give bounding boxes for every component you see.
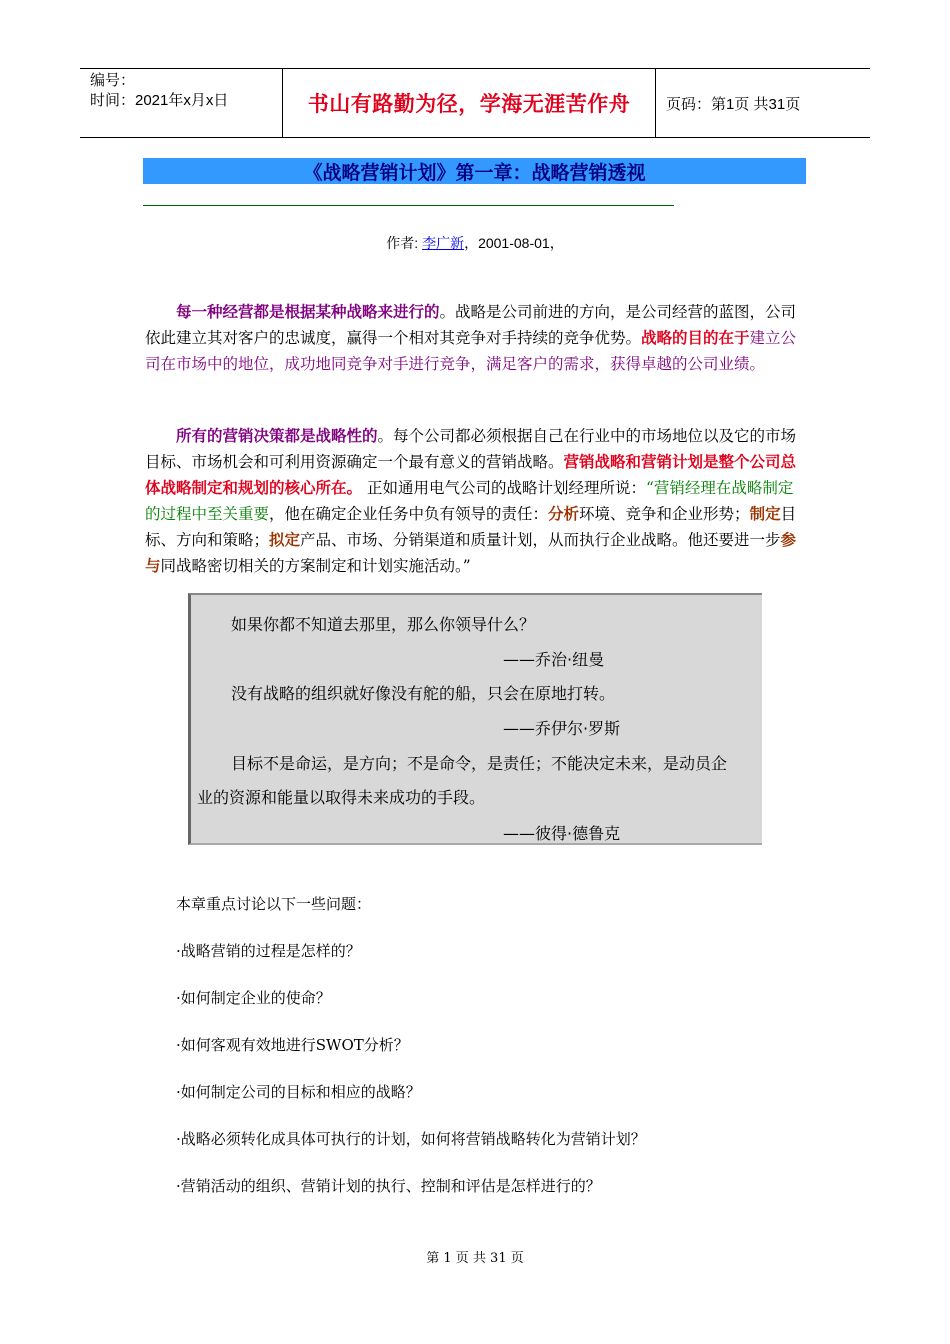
para2-draft: 拟定	[269, 530, 301, 549]
question-item: ·如何制定公司的目标和相应的战略？	[176, 1083, 421, 1101]
para1-highlight: 战略的目的在于	[641, 328, 750, 347]
para2-quote-body: ，他在确定企业任务中负有领导的责任：	[269, 505, 549, 523]
para2-formulate: 制定	[749, 504, 781, 523]
para1-body: 。战略是公司前进的方向，是公司经营的蓝图，公司依此建立其对客户的忠诚度，赢得一个相对其竞争对手持续的竞争优势。	[145, 303, 797, 347]
paragraph-2	[145, 423, 805, 579]
question-item: ·如何制定企业的使命？	[176, 989, 331, 1007]
quote-2-author: ——乔伊尔·罗斯	[503, 719, 621, 738]
header-page-cell	[656, 69, 870, 137]
para2-products: 产品、市场、分销渠道和质量计划，从而执行企业战略。他还要进一步	[300, 531, 781, 549]
header-meta-cell	[80, 69, 282, 137]
author-link[interactable]: 李广新	[422, 236, 465, 252]
motto: 书山有路勤为径，学海无涯苦作舟	[307, 91, 631, 116]
title-divider	[143, 205, 674, 206]
quote-2: 没有战略的组织就好像没有舵的船，只会在原地打转。	[231, 684, 616, 703]
quote-1-author: ——乔治·纽曼	[503, 650, 605, 669]
para2-body: 。每个公司都必须根据自己在行业中的市场地位以及它的市场目标、市场机会和可利用资源确定一个最有意义的营销战略。	[145, 427, 797, 471]
question-item: ·营销活动的组织、营销计划的执行、控制和评估是怎样进行的？	[176, 1177, 601, 1195]
para2-analyze: 分析	[548, 504, 580, 523]
author-prefix: 作者:	[386, 235, 423, 251]
para2-env: 环境、竞争和企业形势；	[579, 505, 750, 523]
para2-highlight: 营销战略和营销计划是整个公司总体战略制定和规划的核心所在。	[145, 452, 797, 497]
document-header	[80, 68, 870, 138]
para2-participate: 参与	[145, 530, 797, 575]
author-date: ，2001-08-01，	[464, 235, 564, 251]
page-title: 《战略营销计划》第一章：战略营销透视	[303, 161, 646, 184]
chapter-intro: 本章重点讨论以下一些问题：	[176, 895, 372, 913]
quote-1: 如果你都不知道去那里，那么你领导什么？	[231, 615, 536, 634]
title-bar	[143, 158, 806, 184]
page-info: 页码：第1页 共31页	[666, 95, 801, 113]
para2-end: 同战略密切相关的方案制定和计划实施活动。”	[160, 557, 471, 575]
number-label: 编号：	[90, 72, 136, 89]
question-item: ·战略必须转化成具体可执行的计划，如何将营销战略转化为营销计划？	[176, 1130, 646, 1148]
question-item: ·如何客观有效地进行SWOT分析？	[176, 1036, 409, 1054]
header-motto-cell	[282, 69, 656, 137]
question-item: ·战略营销的过程是怎样的？	[176, 942, 361, 960]
para1-tail: 建立公司在市场中的地位，成功地同竞争对手进行竞争，满足客户的需求，获得卓越的公司业绩。	[145, 329, 797, 373]
quote-3-line-2: 业的资源和能量以取得未来成功的手段。	[197, 788, 486, 807]
para2-quote-open: “营销经理在战略制定的过程中至关重要	[145, 479, 794, 523]
paragraph-1	[145, 299, 805, 377]
para2-transition: 正如通用电气公司的战略计划经理所说：	[362, 479, 646, 497]
time-label: 时间：2021年x月x日	[90, 92, 229, 109]
para1-lead: 每一种经营都是根据某种战略来进行的	[176, 302, 440, 321]
para2-goals: 目标、方向和策略；	[145, 505, 797, 549]
para2-lead: 所有的营销决策都是战略性的	[176, 426, 378, 445]
quote-box	[188, 593, 762, 845]
quote-3-author: ——彼得·德鲁克	[503, 824, 621, 843]
page-footer: 第 1 页 共 31 页	[426, 1251, 524, 1266]
author-line	[0, 233, 950, 253]
quote-3-line-1: 目标不是命运，是方向；不是命令，是责任；不能决定未来，是动员企	[231, 754, 728, 773]
